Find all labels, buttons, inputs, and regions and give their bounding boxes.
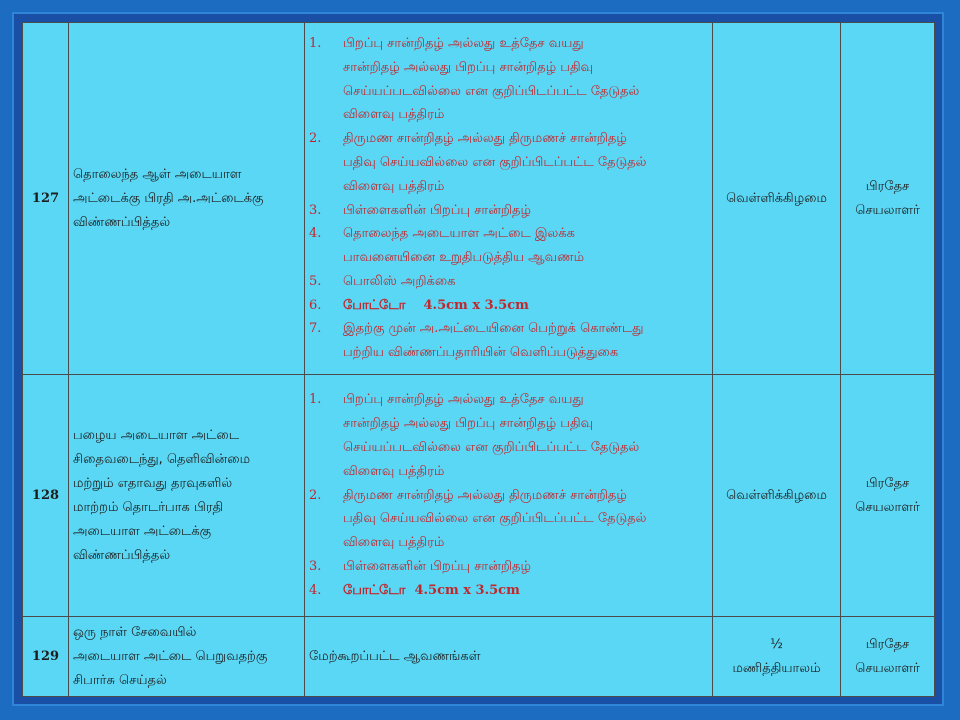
doc-line: பதிவு செய்யவில்லை என குறிப்பிடப்பட்ட தேடுதல் (343, 154, 647, 170)
row-number: 129 (23, 617, 69, 697)
doc-line: சான்றிதழ் அல்லது பிறப்பு சான்றிதழ் பதிவு (343, 416, 594, 432)
title-line: சிதைவடைந்து, தெளிவின்மை (73, 451, 251, 467)
table-row-128 (23, 375, 935, 617)
table-row-127 (23, 23, 935, 375)
officer-line: பிரதேச (865, 636, 910, 652)
item-number: 2. (309, 131, 322, 147)
doc-line: போட்டோ 4.5cm x 3.5cm (343, 582, 520, 598)
title-line: விண்ணப்பித்தல் (73, 547, 171, 563)
title-line: விண்ணப்பித்தல் (73, 214, 171, 230)
services-table (22, 22, 935, 697)
required-documents (305, 375, 713, 617)
responsible-officer (841, 23, 935, 375)
required-documents: மேற்கூறப்பட்ட ஆவணங்கள் (305, 617, 713, 697)
item-number: 3. (309, 558, 322, 574)
processing-day: வெள்ளிக்கிழமை (713, 375, 841, 617)
document-item (309, 484, 708, 555)
officer-line: பிரதேச (865, 475, 910, 491)
duration-line: மணித்தியாலம் (732, 660, 821, 676)
officer-line: செயலாளர் (855, 660, 920, 676)
document-item (309, 555, 708, 579)
doc-line: திருமண சான்றிதழ் அல்லது திருமணச் சான்றிதழ் (343, 487, 627, 503)
item-number: 7. (309, 321, 322, 337)
service-title (69, 375, 305, 617)
document-item (309, 579, 708, 603)
document-item (309, 270, 708, 294)
duration-line: ½ (770, 636, 783, 652)
document-item (309, 222, 708, 270)
processing-day: வெள்ளிக்கிழமை (713, 23, 841, 375)
doc-line: பிள்ளைகளின் பிறப்பு சான்றிதழ் (343, 558, 531, 574)
title-line: ஒரு நாள் சேவையில் (73, 624, 197, 640)
document-list (309, 388, 708, 602)
processing-duration (713, 617, 841, 697)
doc-line: போட்டோ 4.5cm x 3.5cm (343, 297, 529, 313)
doc-line: பாவனையினை உறுதிபடுத்திய ஆவணம் (343, 250, 585, 266)
doc-line: பொலிஸ் அறிக்கை (343, 273, 456, 289)
slide (22, 22, 934, 696)
doc-line: பிள்ளைகளின் பிறப்பு சான்றிதழ் (343, 202, 531, 218)
item-number: 6. (309, 297, 322, 313)
doc-line: தொலைந்த அடையாள அட்டை இலக்க (343, 226, 575, 242)
doc-line: விளைவு பத்திரம் (343, 535, 445, 551)
item-number: 3. (309, 202, 322, 218)
doc-line: பதிவு செய்யவில்லை என குறிப்பிடப்பட்ட தேடுதல் (343, 511, 647, 527)
responsible-officer (841, 375, 935, 617)
document-item (309, 199, 708, 223)
title-line: அட்டைக்கு பிரதி அ.அட்டைக்கு (73, 190, 264, 206)
item-number: 2. (309, 487, 322, 503)
doc-line: விளைவு பத்திரம் (343, 107, 445, 123)
responsible-officer (841, 617, 935, 697)
doc-line: பற்றிய விண்ணப்பதாரியின் வெளிப்படுத்துகை (343, 345, 619, 361)
doc-line: இதற்கு முன் அ.அட்டையினை பெற்றுக் கொண்டது (343, 321, 644, 337)
officer-line: பிரதேச (865, 178, 910, 194)
service-title (69, 23, 305, 375)
doc-line: செய்யப்படவில்லை என குறிப்பிடப்பட்ட தேடுதல் (343, 440, 640, 455)
doc-line: விளைவு பத்திரம் (343, 178, 445, 194)
title-line: சிபார்சு செய்தல் (73, 672, 167, 688)
table-row-129 (23, 617, 935, 697)
document-item (309, 127, 708, 198)
doc-line: விளைவு பத்திரம் (343, 463, 445, 479)
document-item (309, 32, 708, 127)
doc-line: செய்யப்படவில்லை என குறிப்பிடப்பட்ட தேடுதல் (343, 83, 640, 99)
officer-line: செயலாளர் (855, 499, 920, 515)
document-item (309, 317, 708, 365)
doc-line: பிறப்பு சான்றிதழ் அல்லது உத்தேச வயது (343, 392, 584, 408)
officer-line: செயலாளர் (855, 202, 920, 218)
item-number: 1. (309, 392, 322, 408)
service-title (69, 617, 305, 697)
document-item (309, 294, 708, 318)
document-list (309, 32, 708, 365)
item-number: 5. (309, 273, 322, 289)
title-line: அடையாள அட்டை பெறுவதற்கு (73, 648, 268, 664)
title-line: பழைய அடையாள அட்டை (73, 427, 240, 443)
row-number: 127 (23, 23, 69, 375)
title-line: மாற்றம் தொடர்பாக பிரதி (73, 499, 224, 515)
item-number: 4. (309, 226, 322, 242)
item-number: 1. (309, 35, 322, 51)
title-line: அடையாள அட்டைக்கு (73, 523, 212, 539)
required-documents (305, 23, 713, 375)
doc-line: பிறப்பு சான்றிதழ் அல்லது உத்தேச வயது (343, 35, 584, 51)
title-line: தொலைந்த ஆள் அடையாள (73, 166, 242, 182)
document-item (309, 388, 708, 483)
item-number: 4. (309, 582, 322, 598)
doc-line: சான்றிதழ் அல்லது பிறப்பு சான்றிதழ் பதிவு (343, 59, 594, 75)
title-line: மற்றும் எதாவது தரவுகளில் (73, 475, 233, 491)
doc-line: திருமண சான்றிதழ் அல்லது திருமணச் சான்றிதழ் (343, 131, 627, 147)
row-number: 128 (23, 375, 69, 617)
